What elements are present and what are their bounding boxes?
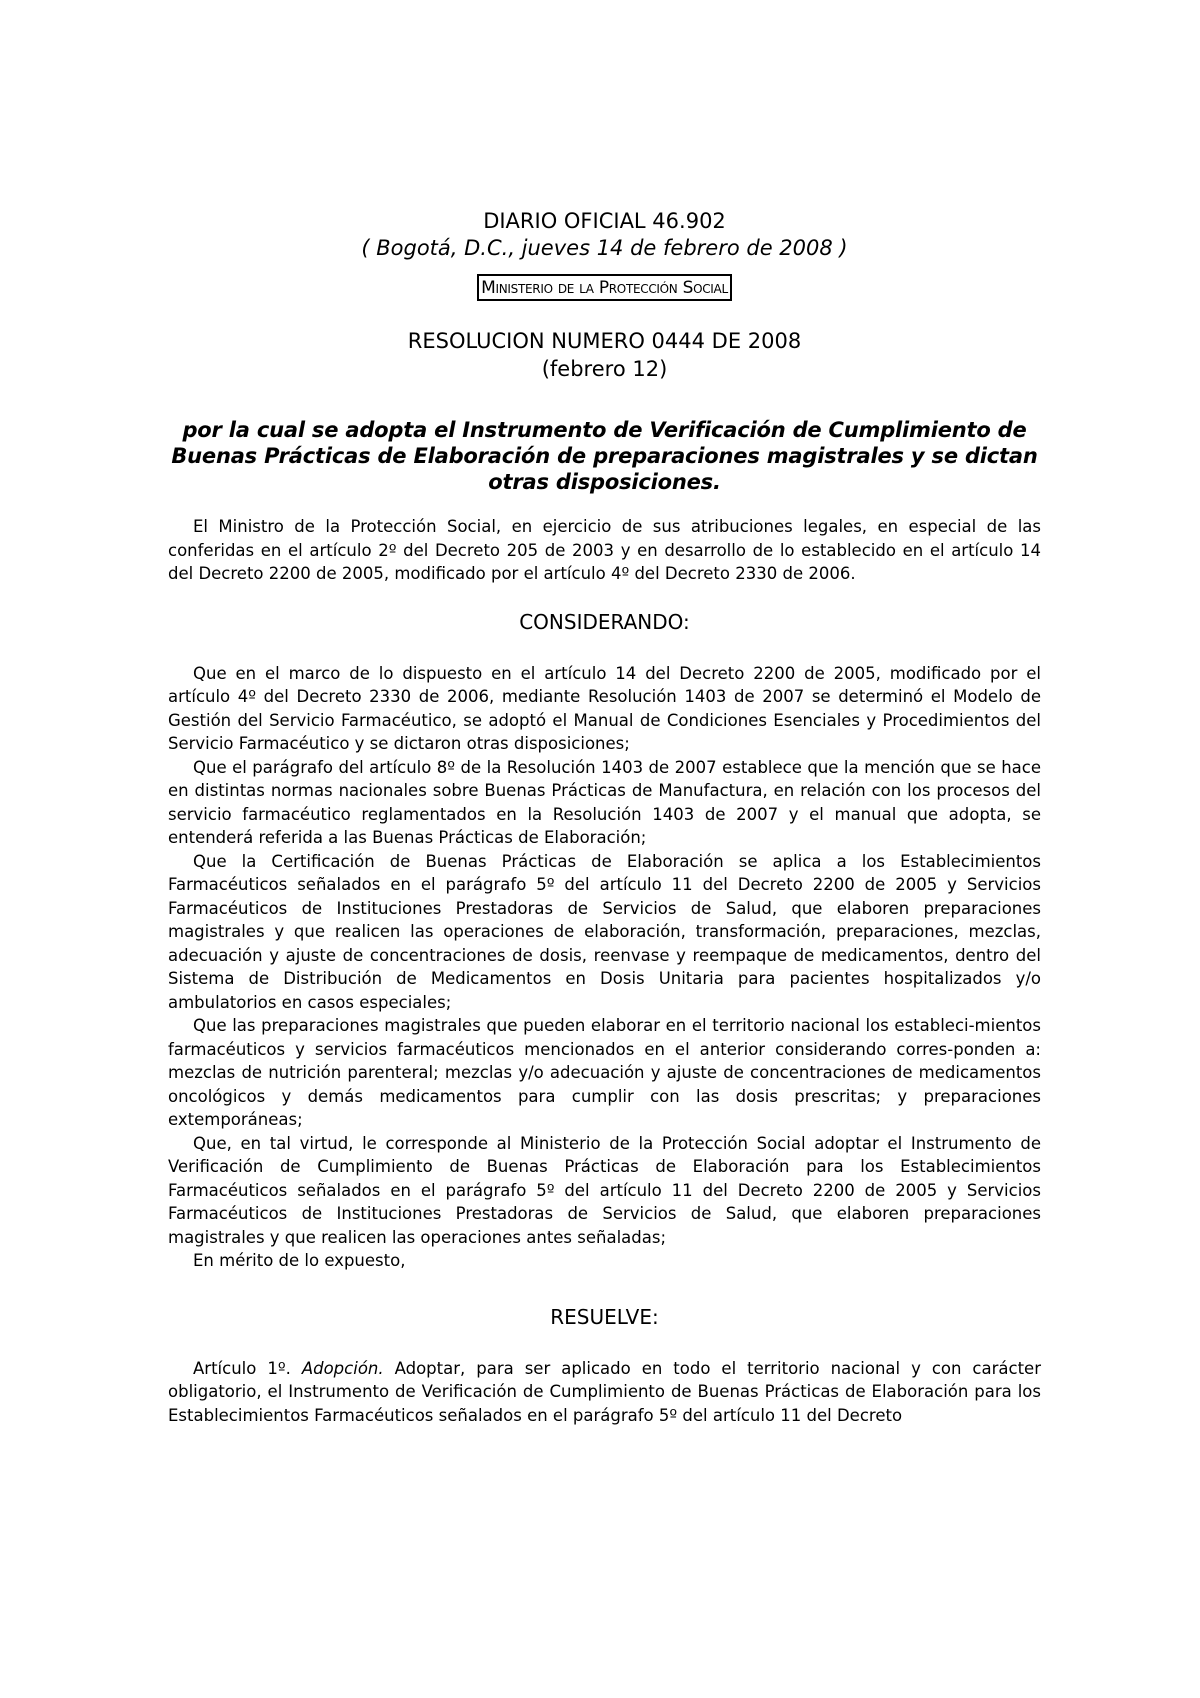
document-page — [168, 208, 1041, 1427]
considerando-paragraph: En mérito de lo expuesto, — [193, 1251, 406, 1270]
article-1-paragraph — [168, 1357, 1041, 1428]
considerando-paragraph: Que las preparaciones magistrales que pueden elaborar en el territorio nacional los estableci-mientos farmacéuticos y servicios farmacéuticos mencionados en el anterior considerando corres-ponden a: mezclas de nutrición parenteral; mezclas y/o adecuación y ajuste de concentraciones de medicamentos oncológicos y demás medicamentos para cumplir con las dosis prescritas; y preparaciones extemporáneas; — [168, 1016, 1041, 1129]
article-1-label: Artículo 1º. — [193, 1358, 291, 1378]
considerando-section — [168, 662, 1041, 1273]
ministry-name: Ministerio de la Protección Social — [477, 274, 732, 301]
article-1-title: Adopción. — [301, 1358, 384, 1378]
gazette-date: ( Bogotá, D.C., jueves 14 de febrero de 2008 ) — [361, 236, 848, 260]
resolution-number: RESOLUCION NUMERO 0444 DE 2008 — [407, 329, 802, 353]
resolution-subject: por la cual se adopta el Instrumento de Verificación de Cumplimiento de Buenas Prácticas de Elaboración de preparaciones magistrales y se dictan otras disposiciones. — [171, 418, 1038, 494]
preamble-paragraph: El Ministro de la Protección Social, en ejercicio de sus atribuciones legales, en especial de las conferidas en el artículo 2º del Decreto 205 de 2003 y en desarrollo de lo establecido en el artículo 14 del Decreto 2200 de 2005, modificado por el artículo 4º del Decreto 2330 de 2006. — [168, 517, 1041, 583]
gazette-title: DIARIO OFICIAL 46.902 — [483, 209, 726, 233]
considerando-paragraph: Que el parágrafo del artículo 8º de la Resolución 1403 de 2007 establece que la mención que se hace en distintas normas nacionales sobre Buenas Prácticas de Manufactura, en relación con los procesos del servicio farmacéutico reglamentados en la Resolución 1403 de 2007 y el manual que adopta, se entenderá referida a las Buenas Prácticas de Elaboración; — [168, 757, 1041, 847]
considerando-paragraph: Que, en tal virtud, le corresponde al Ministerio de la Protección Social adoptar el Instrumento de Verificación de Cumplimiento de Buenas Prácticas de Elaboración para los Establecimientos Farmacéuticos señalados en el parágrafo 5º del artículo 11 del Decreto 2200 de 2005 y Servicios Farmacéuticos de Instituciones Prestadoras de Servicios de Salud, que elaboren preparaciones magistrales y que realicen las operaciones antes señaladas; — [168, 1133, 1041, 1247]
considerando-heading: CONSIDERANDO: — [519, 609, 690, 634]
resolution-date: (febrero 12) — [541, 357, 668, 381]
resuelve-heading: RESUELVE: — [550, 1304, 659, 1329]
considerando-paragraph: Que en el marco de lo dispuesto en el artículo 14 del Decreto 2200 de 2005, modificado por el artículo 4º del Decreto 2330 de 2006, mediante Resolución 1403 de 2007 se determinó el Modelo de Gestión del Servicio Farmacéutico, se adoptó el Manual de Condiciones Esenciales y Procedimientos del Servicio Farmacéutico y se dictaron otras disposiciones; — [168, 663, 1041, 753]
ministry-box — [168, 274, 1041, 301]
considerando-paragraph: Que la Certificación de Buenas Prácticas de Elaboración se aplica a los Establecimientos Farmacéuticos señalados en el parágrafo 5º del artículo 11 del Decreto 2200 de 2005 y Servicios Farmacéuticos de Instituciones Prestadoras de Servicios de Salud, que elaboren preparaciones magistrales y que realicen las operaciones de elaboración, transformación, preparaciones, mezclas, adecuación y ajuste de concentraciones de dosis, reenvase y reempaque de medicamentos, dentro del Sistema de Distribución de Medicamentos en Dosis Unitaria para pacientes hospitalizados y/o ambulatorios en casos especiales; — [168, 851, 1041, 1012]
article-1-text: Adoptar, para ser aplicado en todo el territorio nacional y con carácter obligatorio, el Instrumento de Verificación de Cumplimiento de Buenas Prácticas de Elaboración para los Establecimientos Farmacéuticos señalados en el parágrafo 5º del artículo 11 del Decreto — [168, 1358, 1041, 1425]
